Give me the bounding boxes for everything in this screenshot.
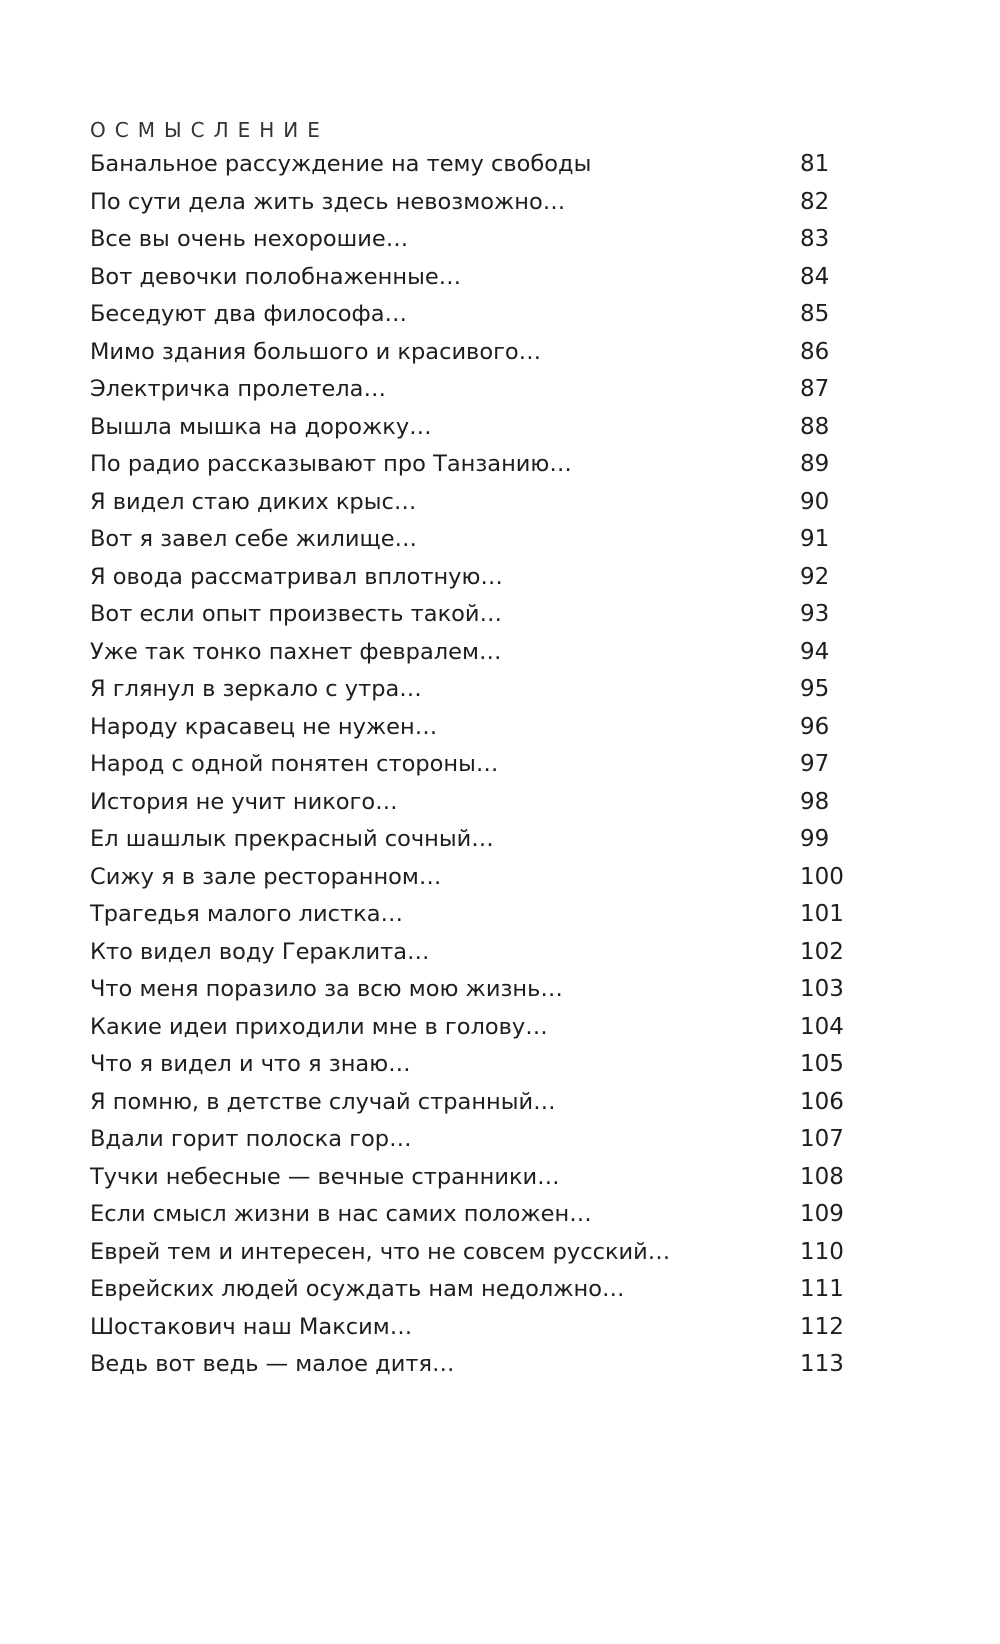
toc-entry [90, 298, 850, 336]
toc-entry [90, 1048, 850, 1086]
toc-entry [90, 823, 850, 861]
toc-entry [90, 861, 850, 899]
toc-entry-title: Я глянул в зеркало с утра… [90, 676, 422, 702]
toc-entry-page-number: 107 [800, 1126, 844, 1152]
toc-entry-page-number: 98 [800, 788, 830, 815]
toc-entry-title: Уже так тонко пахнет февралем… [90, 638, 502, 665]
section-title: ОСМЫСЛЕНИЕ [90, 118, 329, 142]
toc-entry [90, 1198, 850, 1236]
toc-entry-page-number: 96 [800, 713, 830, 740]
toc-entry [90, 1161, 850, 1199]
toc-entry-title: Кто видел воду Гераклита… [90, 938, 430, 965]
toc-entry [90, 486, 850, 524]
toc-entry-title: Ведь вот ведь — малое дитя… [90, 1351, 455, 1377]
toc-entry-title: По радио рассказывают про Танзанию… [90, 451, 572, 477]
toc-entry-page-number: 82 [800, 188, 830, 215]
toc-entry [90, 898, 850, 936]
toc-entry [90, 1236, 850, 1274]
toc-entry-title: Шостакович наш Максим… [90, 1313, 413, 1340]
toc-entry-title: Трагедья малого листка… [90, 901, 403, 927]
toc-entry-page-number: 108 [800, 1163, 844, 1190]
toc-entry-page-number: 83 [800, 226, 830, 252]
toc-entry-page-number: 110 [800, 1238, 844, 1265]
toc-entry-title: Какие идеи приходили мне в голову… [90, 1013, 548, 1040]
table-of-contents [90, 148, 850, 1386]
toc-entry-title: Народ с одной понятен стороны… [90, 751, 499, 777]
toc-entry [90, 261, 850, 299]
toc-entry-title: Все вы очень нехорошие… [90, 226, 409, 252]
toc-entry-page-number: 106 [800, 1088, 844, 1115]
toc-entry-title: Что я видел и что я знаю… [90, 1051, 411, 1077]
toc-entry-title: Вот я завел себе жилище… [90, 526, 418, 552]
toc-entry-page-number: 94 [800, 638, 830, 665]
toc-entry-title: Что меня поразило за всю мою жизнь… [90, 976, 563, 1002]
toc-entry-page-number: 92 [800, 563, 830, 590]
toc-entry [90, 336, 850, 374]
toc-entry [90, 711, 850, 749]
toc-entry-title: Я овода рассматривал вплотную… [90, 563, 503, 590]
toc-entry [90, 1123, 850, 1161]
toc-entry-title: Еврейских людей осуждать нам недолжно… [90, 1276, 625, 1302]
toc-entry-title: Банальное рассуждение на тему свободы [90, 151, 592, 177]
toc-entry-page-number: 104 [800, 1013, 844, 1040]
toc-entry-page-number: 113 [800, 1351, 844, 1377]
toc-entry [90, 448, 850, 486]
toc-entry [90, 411, 850, 449]
toc-entry-title: Я помню, в детстве случай странный… [90, 1088, 556, 1115]
toc-entry-page-number: 93 [800, 601, 830, 627]
toc-entry-page-number: 89 [800, 451, 830, 477]
toc-entry [90, 148, 850, 186]
toc-entry [90, 598, 850, 636]
toc-entry-title: Еврей тем и интересен, что не совсем русский… [90, 1238, 671, 1265]
toc-entry-page-number: 105 [800, 1051, 844, 1077]
toc-entry-page-number: 97 [800, 751, 830, 777]
toc-entry-title: Сижу я в зале ресторанном… [90, 863, 442, 890]
toc-entry [90, 673, 850, 711]
toc-entry-page-number: 85 [800, 301, 830, 327]
toc-entry-page-number: 101 [800, 901, 844, 927]
toc-entry-title: Тучки небесные — вечные странники… [90, 1163, 560, 1190]
toc-entry [90, 523, 850, 561]
toc-entry [90, 186, 850, 224]
toc-entry-page-number: 91 [800, 526, 830, 552]
toc-entry-title: Мимо здания большого и красивого… [90, 338, 542, 365]
toc-entry-page-number: 95 [800, 676, 830, 702]
toc-entry-title: По сути дела жить здесь невозможно… [90, 188, 566, 215]
toc-entry-title: История не учит никого… [90, 788, 398, 815]
toc-entry [90, 223, 850, 261]
toc-entry-title: Вдали горит полоска гор… [90, 1126, 412, 1152]
toc-entry [90, 973, 850, 1011]
toc-entry-title: Народу красавец не нужен… [90, 713, 438, 740]
toc-entry-title: Вот если опыт произвесть такой… [90, 601, 503, 627]
toc-entry-page-number: 90 [800, 488, 830, 515]
toc-entry-page-number: 100 [800, 863, 844, 890]
toc-entry [90, 1348, 850, 1386]
toc-entry-title: Если смысл жизни в нас самих положен… [90, 1201, 592, 1227]
toc-entry [90, 936, 850, 974]
toc-entry-page-number: 109 [800, 1201, 844, 1227]
toc-entry [90, 748, 850, 786]
toc-entry [90, 1273, 850, 1311]
toc-entry-title: Вышла мышка на дорожку… [90, 413, 432, 440]
toc-entry [90, 561, 850, 599]
toc-entry-page-number: 87 [800, 376, 830, 402]
toc-entry-title: Электричка пролетела… [90, 376, 386, 402]
toc-entry-page-number: 102 [800, 938, 844, 965]
toc-entry [90, 1011, 850, 1049]
toc-entry-page-number: 88 [800, 413, 830, 440]
toc-entry [90, 1086, 850, 1124]
toc-entry-page-number: 84 [800, 263, 830, 290]
toc-entry-page-number: 99 [800, 826, 830, 852]
toc-entry-title: Ел шашлык прекрасный сочный… [90, 826, 494, 852]
toc-entry-title: Я видел стаю диких крыс… [90, 488, 417, 515]
toc-entry-page-number: 112 [800, 1313, 844, 1340]
toc-entry [90, 786, 850, 824]
toc-entry-page-number: 103 [800, 976, 844, 1002]
toc-entry-page-number: 111 [800, 1276, 844, 1302]
toc-entry [90, 636, 850, 674]
toc-entry-page-number: 81 [800, 151, 830, 177]
toc-entry [90, 1311, 850, 1349]
toc-entry-page-number: 86 [800, 338, 830, 365]
toc-entry-title: Вот девочки полобнаженные… [90, 263, 462, 290]
toc-entry [90, 373, 850, 411]
toc-entry-title: Беседуют два философа… [90, 301, 407, 327]
